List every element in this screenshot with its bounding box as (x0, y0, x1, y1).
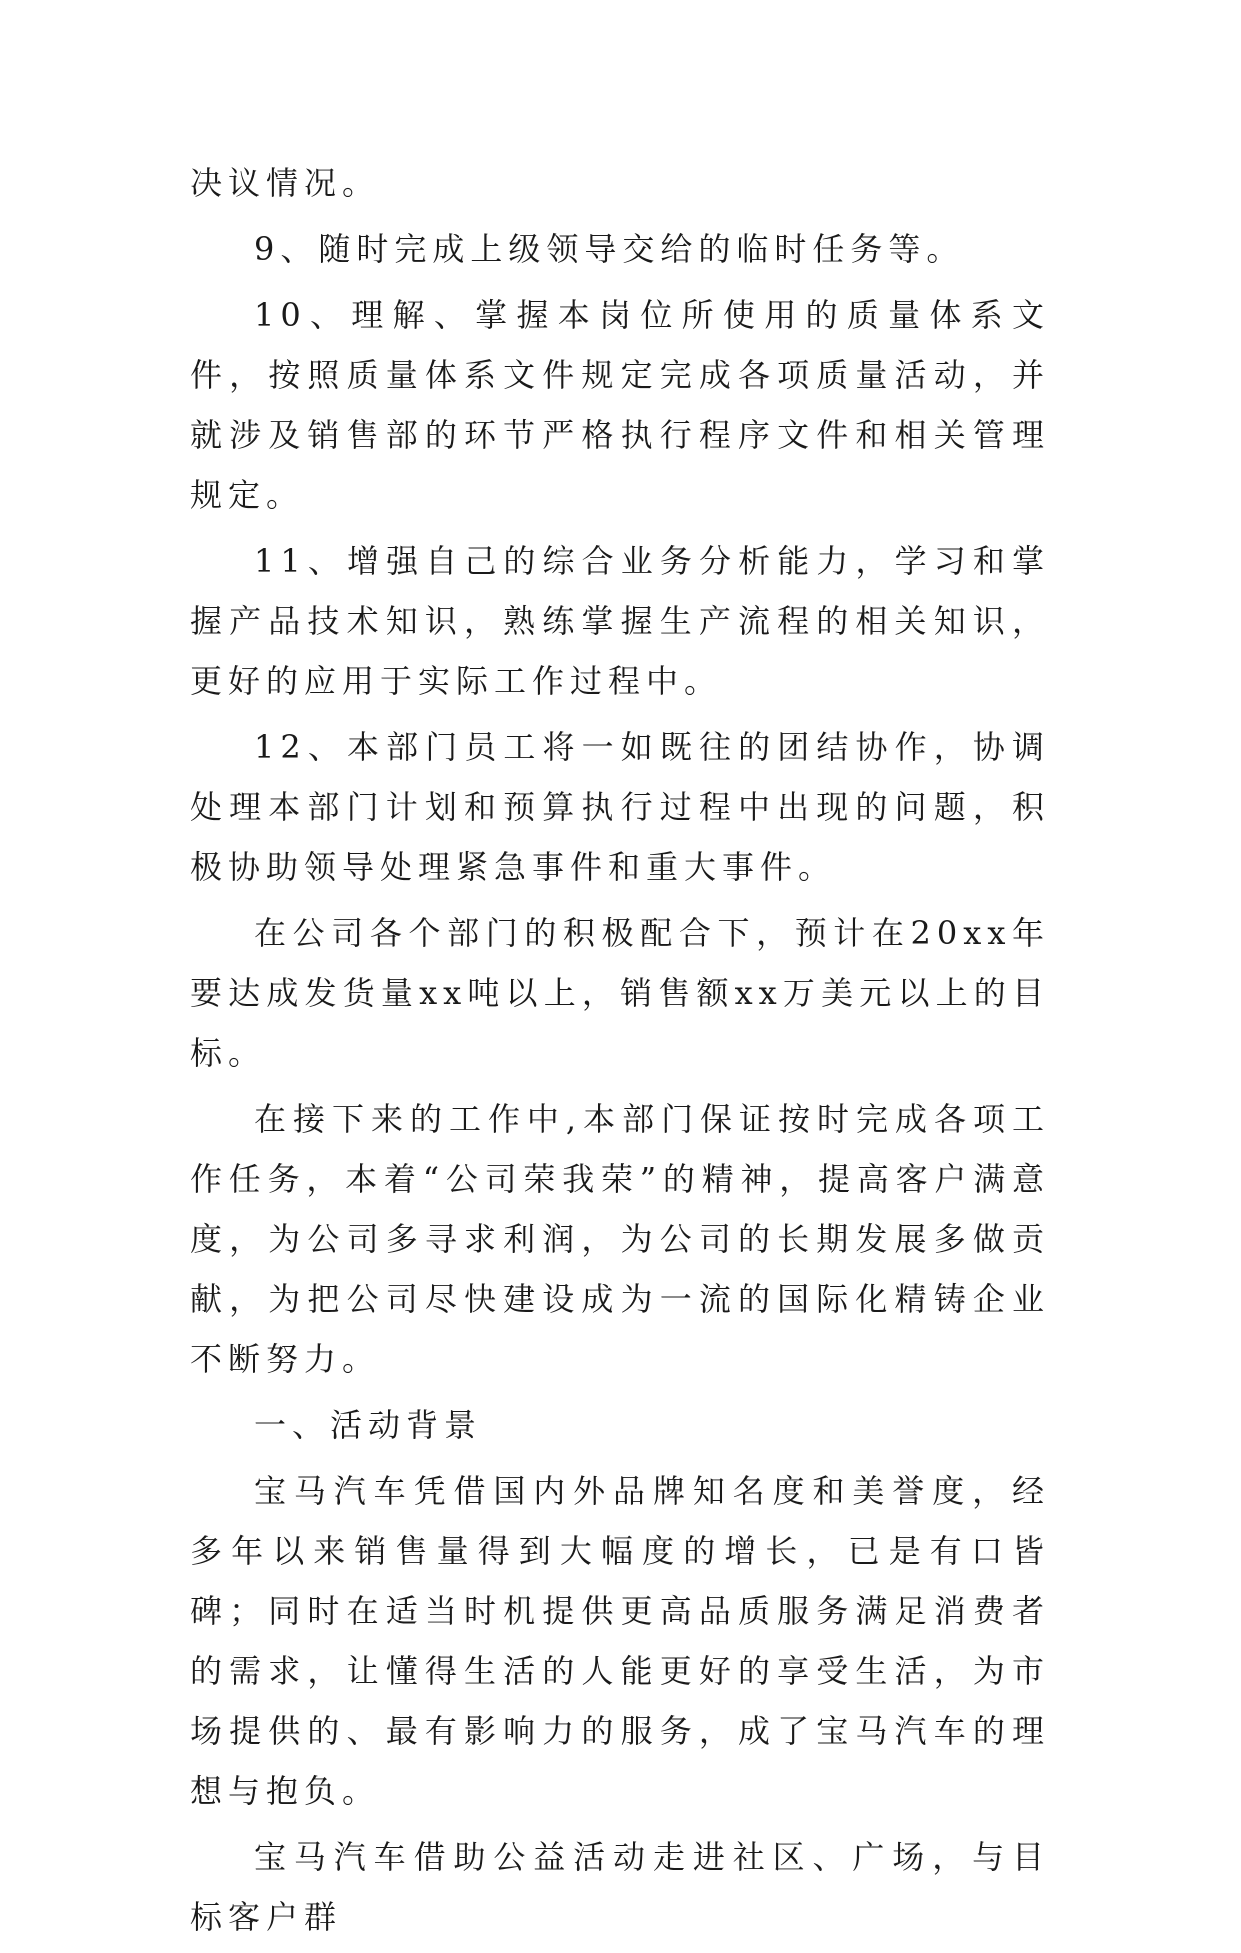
paragraph: 宝马汽车借助公益活动走进社区、广场，与目标客户群 (190, 1838, 1050, 1936)
paragraph: 9、随时完成上级领导交给的临时任务等。 (254, 230, 965, 268)
paragraph: 12、本部门员工将一如既往的团结协作，协调处理本部门计划和预算执行过程中出现的问题，积极协助领导处理紧急事件和重大事件。 (190, 728, 1050, 886)
section-heading: 一、活动背景 (254, 1406, 483, 1444)
paragraph: 10、理解、掌握本岗位所使用的质量体系文件，按照质量体系文件规定完成各项质量活动，并就涉及销售部的环节严格执行程序文件和相关管理规定。 (190, 296, 1050, 514)
document-body (190, 153, 1050, 1953)
paragraph: 决议情况。 (190, 164, 381, 202)
paragraph: 在接下来的工作中,本部门保证按时完成各项工作任务，本着“公司荣我荣”的精神，提高客户满意度，为公司多寻求利润，为公司的长期发展多做贡献，为把公司尽快建设成为一流的国际化精铸企业不断努力。 (190, 1100, 1050, 1378)
paragraph: 宝马汽车凭借国内外品牌知名度和美誉度，经多年以来销售量得到大幅度的增长，已是有口皆碑；同时在适当时机提供更高品质服务满足消费者的需求，让懂得生活的人能更好的享受生活，为市场提供的、最有影响力的服务，成了宝马汽车的理想与抱负。 (190, 1472, 1050, 1810)
paragraph: 11、增强自己的综合业务分析能力，学习和掌握产品技术知识，熟练掌握生产流程的相关知识，更好的应用于实际工作过程中。 (190, 542, 1050, 700)
paragraph: 在公司各个部门的积极配合下，预计在20xx年要达成发货量xx吨以上，销售额xx万美元以上的目标。 (190, 914, 1050, 1072)
